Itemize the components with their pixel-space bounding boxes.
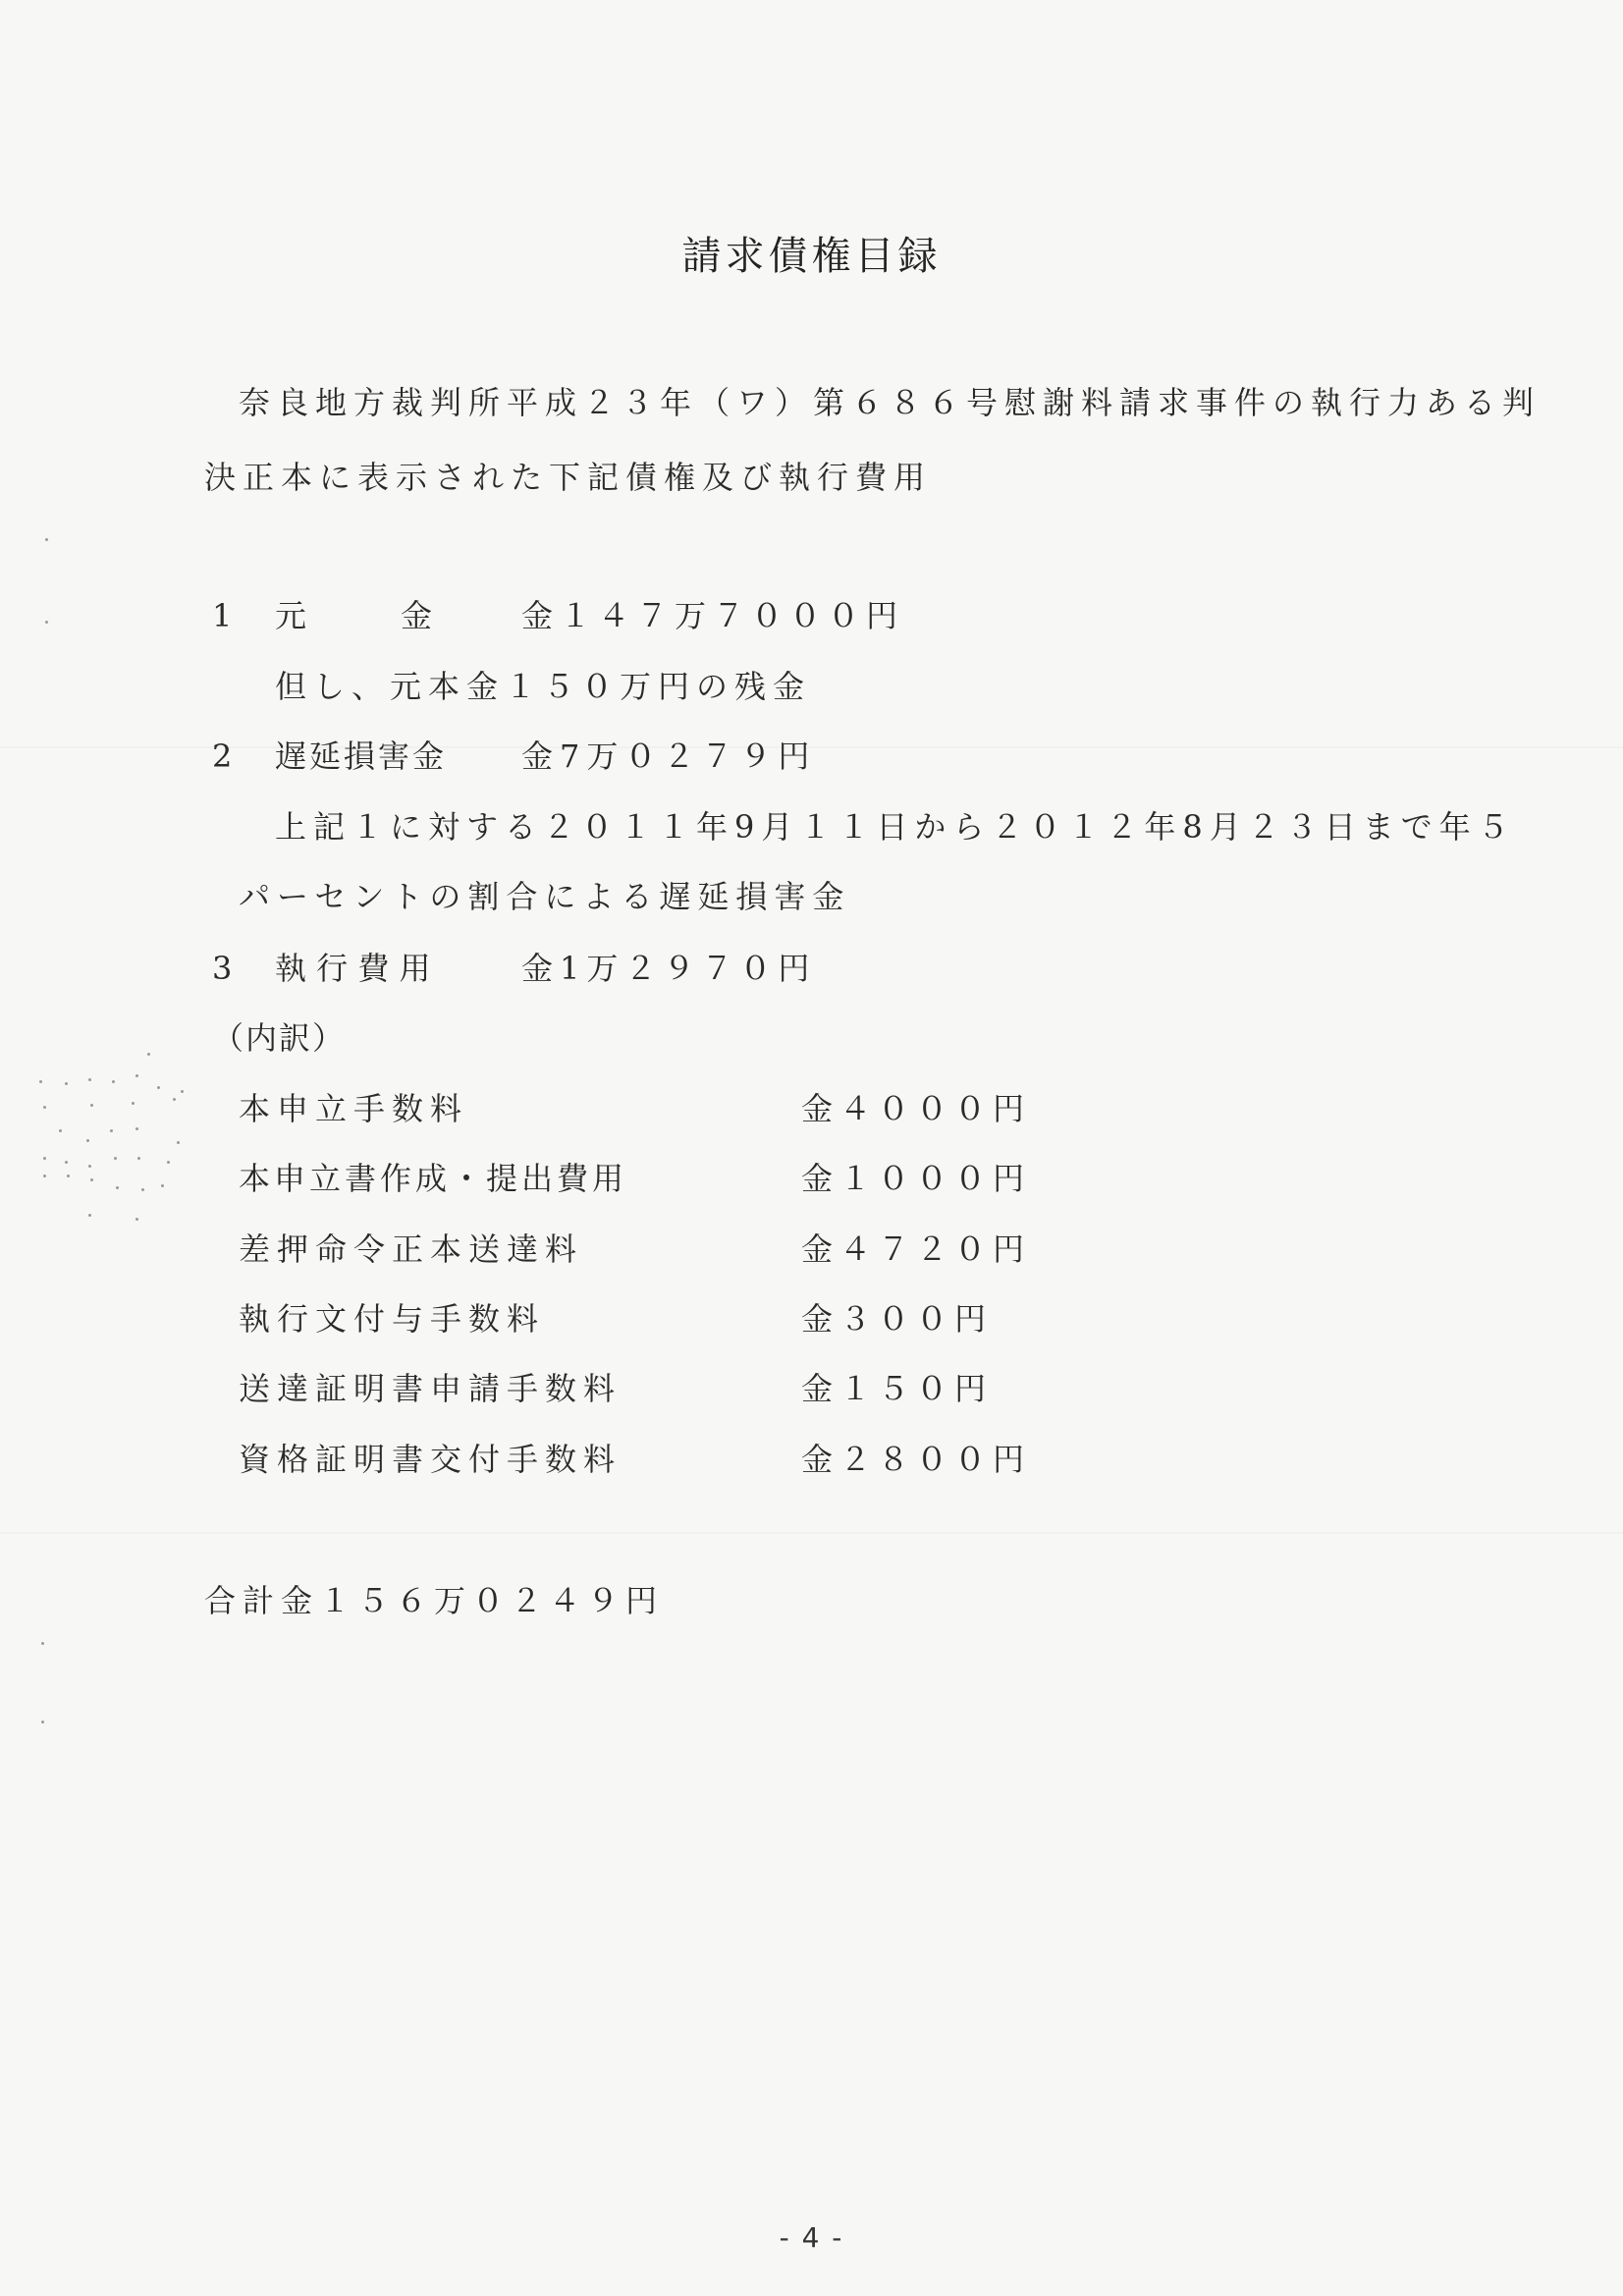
item-note: 上記１に対する２０１１年9月１１日から２０１２年8月２３日まで年５ — [275, 808, 1516, 846]
breakdown-label: 本申立手数料 — [239, 1090, 469, 1127]
item-amount: 金1万２９７０円 — [521, 950, 817, 987]
breakdown-amount: 金４７２０円 — [801, 1230, 1032, 1268]
breakdown-label: 資格証明書交付手数料 — [239, 1441, 622, 1478]
breakdown-amount: 金４０００円 — [801, 1090, 1032, 1127]
total-amount: 合計金１５６万０２４９円 — [204, 1582, 665, 1619]
item-number: 1 — [212, 597, 240, 634]
page-number: - 4 - — [779, 2221, 844, 2254]
item-amount: 金7万０２７９円 — [521, 738, 817, 775]
intro-line-2: 決正本に表示された下記債権及び執行費用 — [204, 459, 933, 496]
breakdown-amount: 金２８００円 — [801, 1441, 1032, 1478]
breakdown-amount: 金１０００円 — [801, 1160, 1032, 1197]
item-number: 2 — [212, 738, 240, 775]
item-note: パーセントの割合による遅延損害金 — [239, 878, 851, 915]
breakdown-label: 本申立書作成・提出費用 — [239, 1160, 628, 1197]
breakdown-heading: （内訳） — [212, 1019, 347, 1057]
intro-line-1: 奈良地方裁判所平成２３年（ワ）第６８６号慰謝料請求事件の執行力ある判 — [239, 384, 1542, 421]
item-number: 3 — [212, 950, 240, 987]
scan-fold-line — [0, 1532, 1623, 1534]
item-note: 但し、元本金１５０万円の残金 — [275, 668, 812, 705]
breakdown-amount: 金１５０円 — [801, 1370, 994, 1407]
item-label: 元 金 — [275, 597, 433, 634]
breakdown-label: 差押命令正本送達料 — [239, 1230, 584, 1268]
breakdown-label: 執行文付与手数料 — [239, 1300, 546, 1338]
item-amount: 金１４７万７０００円 — [521, 597, 905, 634]
document-title: 請求債権目録 — [681, 234, 942, 279]
breakdown-label: 送達証明書申請手数料 — [239, 1370, 622, 1407]
item-label: 執 行 費 用 — [275, 950, 431, 987]
item-label: 遅延損害金 — [275, 738, 448, 775]
breakdown-amount: 金３００円 — [801, 1300, 994, 1338]
